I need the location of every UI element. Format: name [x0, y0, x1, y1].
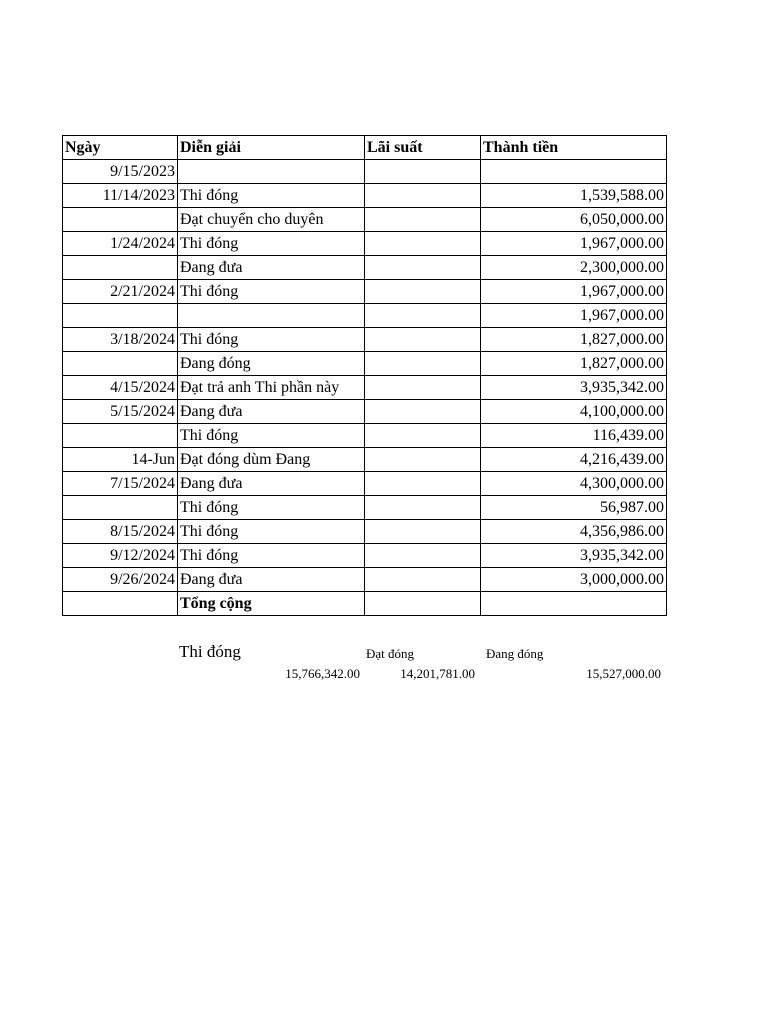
- interest-cell[interactable]: [365, 568, 481, 592]
- table-row: [63, 424, 667, 448]
- table-row: [63, 160, 667, 184]
- amount-cell[interactable]: 4,356,986.00: [481, 520, 667, 544]
- summary-value-dang: 15,527,000.00: [586, 666, 661, 681]
- amount-cell[interactable]: 1,827,000.00: [481, 328, 667, 352]
- table-row: [63, 184, 667, 208]
- date-cell[interactable]: 4/15/2024: [63, 376, 178, 400]
- description-cell[interactable]: Thi đóng: [178, 424, 365, 448]
- date-cell[interactable]: 9/12/2024: [63, 544, 178, 568]
- amount-cell[interactable]: 1,539,588.00: [481, 184, 667, 208]
- date-cell[interactable]: 8/15/2024: [63, 520, 178, 544]
- date-cell[interactable]: 9/26/2024: [63, 568, 178, 592]
- description-cell[interactable]: Đang đóng: [178, 352, 365, 376]
- description-cell[interactable]: Đạt trả anh Thi phần này: [178, 376, 365, 400]
- interest-cell[interactable]: [365, 304, 481, 328]
- amount-cell[interactable]: [481, 160, 667, 184]
- amount-cell[interactable]: 3,935,342.00: [481, 544, 667, 568]
- interest-cell[interactable]: [365, 280, 481, 304]
- date-cell[interactable]: 1/24/2024: [63, 232, 178, 256]
- amount-cell[interactable]: 4,300,000.00: [481, 472, 667, 496]
- total-label-cell[interactable]: Tổng cộng: [178, 592, 365, 616]
- amount-cell[interactable]: 56,987.00: [481, 496, 667, 520]
- summary-value-thi: 15,766,342.00: [285, 666, 360, 681]
- interest-cell[interactable]: [365, 544, 481, 568]
- amount-cell[interactable]: 4,216,439.00: [481, 448, 667, 472]
- interest-cell[interactable]: [365, 328, 481, 352]
- description-cell[interactable]: Đang đưa: [178, 568, 365, 592]
- date-cell[interactable]: [63, 208, 178, 232]
- description-cell[interactable]: [178, 160, 365, 184]
- table-row: [63, 520, 667, 544]
- amount-cell[interactable]: 116,439.00: [481, 424, 667, 448]
- interest-cell[interactable]: [365, 520, 481, 544]
- header-description[interactable]: Diễn giải: [178, 136, 365, 160]
- summary-value-dat: 14,201,781.00: [400, 666, 475, 681]
- amount-cell[interactable]: 1,967,000.00: [481, 304, 667, 328]
- total-date-cell[interactable]: [63, 592, 178, 616]
- amount-cell[interactable]: 1,967,000.00: [481, 280, 667, 304]
- description-cell[interactable]: Đang đưa: [178, 400, 365, 424]
- amount-cell[interactable]: 4,100,000.00: [481, 400, 667, 424]
- amount-cell[interactable]: 1,967,000.00: [481, 232, 667, 256]
- date-cell[interactable]: 11/14/2023: [63, 184, 178, 208]
- amount-cell[interactable]: 3,935,342.00: [481, 376, 667, 400]
- date-cell[interactable]: 9/15/2023: [63, 160, 178, 184]
- table-row: [63, 352, 667, 376]
- table-row: [63, 280, 667, 304]
- description-cell[interactable]: [178, 304, 365, 328]
- table-row: [63, 232, 667, 256]
- interest-cell[interactable]: [365, 424, 481, 448]
- date-cell[interactable]: 14-Jun: [63, 448, 178, 472]
- table-row: [63, 328, 667, 352]
- description-cell[interactable]: Thi đóng: [178, 328, 365, 352]
- date-cell[interactable]: 7/15/2024: [63, 472, 178, 496]
- table-row: [63, 472, 667, 496]
- header-interest[interactable]: Lãi suất: [365, 136, 481, 160]
- summary-label-dang: Đang đóng: [486, 646, 544, 661]
- date-cell[interactable]: 2/21/2024: [63, 280, 178, 304]
- description-cell[interactable]: Thi đóng: [178, 496, 365, 520]
- total-interest-cell[interactable]: [365, 592, 481, 616]
- amount-cell[interactable]: 6,050,000.00: [481, 208, 667, 232]
- interest-cell[interactable]: [365, 472, 481, 496]
- interest-cell[interactable]: [365, 496, 481, 520]
- table-row: [63, 544, 667, 568]
- header-date[interactable]: Ngày: [63, 136, 178, 160]
- table-row: [63, 496, 667, 520]
- interest-cell[interactable]: [365, 232, 481, 256]
- amount-cell[interactable]: 2,300,000.00: [481, 256, 667, 280]
- amount-cell[interactable]: 1,827,000.00: [481, 352, 667, 376]
- date-cell[interactable]: 5/15/2024: [63, 400, 178, 424]
- description-cell[interactable]: Thi đóng: [178, 280, 365, 304]
- description-cell[interactable]: Đang đưa: [178, 256, 365, 280]
- header-amount[interactable]: Thành tiền: [481, 136, 667, 160]
- description-cell[interactable]: Đạt chuyển cho duyên: [178, 208, 365, 232]
- summary-label-thi: Thi đóng: [179, 642, 241, 661]
- date-cell[interactable]: [63, 256, 178, 280]
- table-row: [63, 568, 667, 592]
- interest-cell[interactable]: [365, 184, 481, 208]
- table-row: [63, 208, 667, 232]
- ledger-body: [63, 160, 667, 592]
- interest-cell[interactable]: [365, 448, 481, 472]
- description-cell[interactable]: Thi đóng: [178, 520, 365, 544]
- table-row: [63, 400, 667, 424]
- date-cell[interactable]: [63, 304, 178, 328]
- interest-cell[interactable]: [365, 160, 481, 184]
- description-cell[interactable]: Thi đóng: [178, 184, 365, 208]
- interest-cell[interactable]: [365, 208, 481, 232]
- ledger-table: [62, 135, 667, 616]
- interest-cell[interactable]: [365, 352, 481, 376]
- amount-cell[interactable]: 3,000,000.00: [481, 568, 667, 592]
- table-row: [63, 304, 667, 328]
- table-row: [63, 376, 667, 400]
- date-cell[interactable]: [63, 424, 178, 448]
- summary-label-dat: Đạt đóng: [366, 646, 415, 661]
- description-cell[interactable]: Đang đưa: [178, 472, 365, 496]
- total-amount-cell[interactable]: [481, 592, 667, 616]
- interest-cell[interactable]: [365, 376, 481, 400]
- date-cell[interactable]: [63, 352, 178, 376]
- description-cell[interactable]: Đạt đóng dùm Đang: [178, 448, 365, 472]
- interest-cell[interactable]: [365, 256, 481, 280]
- description-cell[interactable]: Thi đóng: [178, 544, 365, 568]
- header-row: [63, 136, 667, 160]
- date-cell[interactable]: 3/18/2024: [63, 328, 178, 352]
- total-row: [63, 592, 667, 616]
- table-row: [63, 448, 667, 472]
- date-cell[interactable]: [63, 496, 178, 520]
- description-cell[interactable]: Thi đóng: [178, 232, 365, 256]
- interest-cell[interactable]: [365, 400, 481, 424]
- table-row: [63, 256, 667, 280]
